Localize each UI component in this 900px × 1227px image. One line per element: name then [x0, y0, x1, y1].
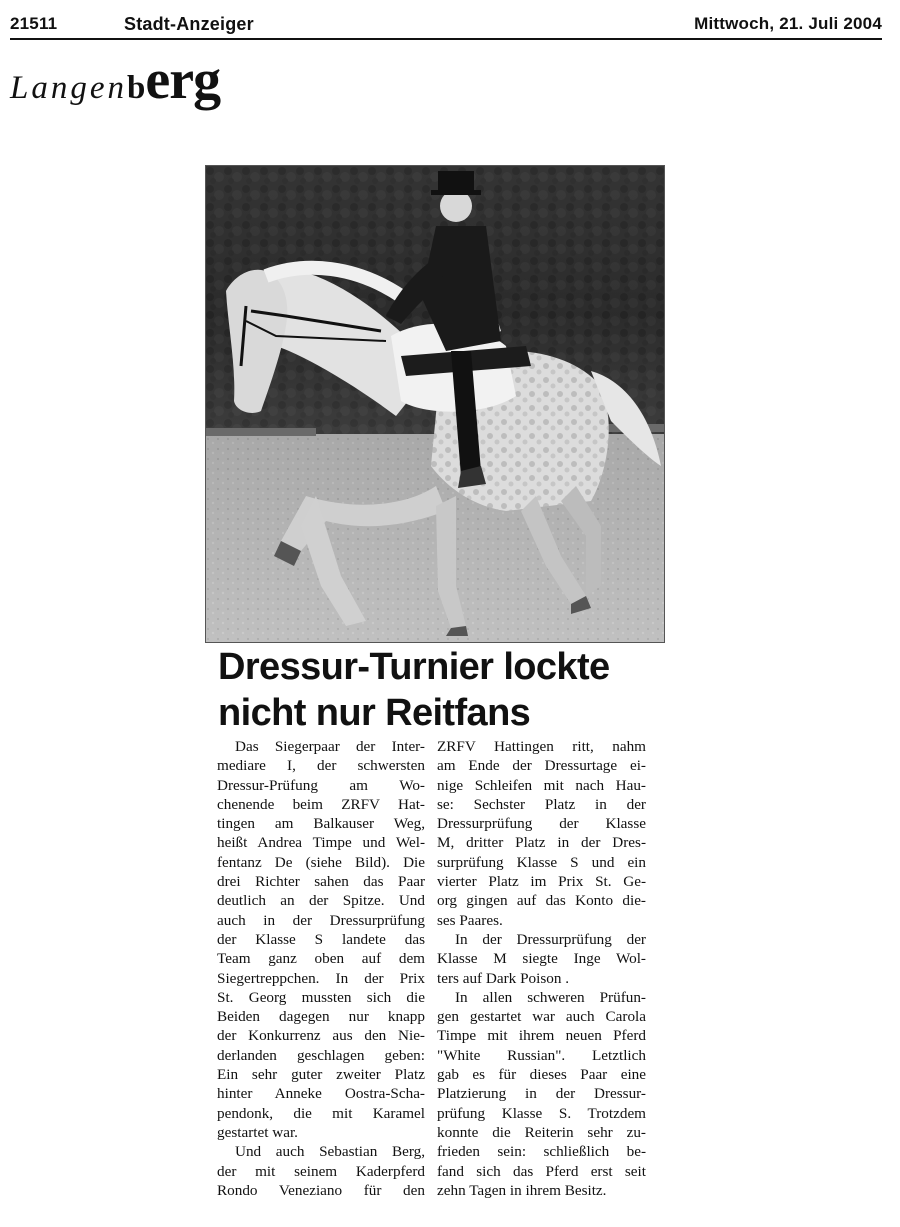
article-line: Dressurprüfung der Klasse — [437, 815, 646, 833]
article-line: mediare I, der schwersten — [217, 757, 425, 775]
article-line: Timpe mit ihrem neuen Pferd — [437, 1027, 646, 1045]
newspaper-name: Stadt-Anzeiger — [124, 14, 254, 34]
article-line: am Ende der Dressurtage ei- — [437, 757, 646, 775]
article-line: Platzierung in der Dressur- — [437, 1085, 646, 1103]
article-line: gestartet war. — [217, 1123, 298, 1141]
issue-date: Mittwoch, 21. Juli 2004 — [694, 14, 882, 33]
article-headline — [218, 644, 658, 736]
headline-line-1: Dressur-Turnier lockte — [218, 646, 610, 688]
article-line: nige Schleifen mit nach Hau- — [437, 776, 646, 794]
article-line: der Konkurrenz aus den Nie- — [217, 1027, 425, 1045]
article-column-right — [437, 737, 646, 1200]
section-title-part1: Langen — [10, 70, 127, 106]
article-line: tingen am Balkauser Weg, — [217, 815, 425, 833]
article-line: M, dritter Platz in der Dres- — [437, 834, 646, 852]
article-line: hinter Anneke Oostra-Scha- — [217, 1085, 425, 1103]
section-title-part3: erg — [145, 49, 221, 111]
article-line: Das Siegerpaar der Inter- — [235, 738, 425, 755]
article-line: pendonk, die mit Karamel — [217, 1104, 425, 1122]
article-line: ses Paares. — [437, 911, 503, 929]
article-line: Beiden dagegen nur knapp — [217, 1008, 425, 1026]
article-line: frieden sein: schließlich be- — [437, 1143, 646, 1161]
article-line: derlanden geschlagen geben: — [217, 1046, 425, 1064]
article-line: St. Georg mussten sich die — [217, 988, 425, 1006]
article-line: Rondo Veneziano für den — [217, 1181, 425, 1199]
page-header — [10, 14, 882, 42]
article-line: auch in der Dressurprüfung — [217, 911, 425, 929]
article-column-left — [217, 737, 425, 1200]
article-line: gen gestartet war auch Carola — [437, 1008, 646, 1026]
article-line: zehn Tagen in ihrem Besitz. — [437, 1181, 607, 1199]
article-line: Team ganz oben auf dem — [217, 950, 425, 968]
section-title-part2: b — [127, 70, 146, 106]
article-line: Siegertreppchen. In der Prix — [217, 969, 425, 987]
article-line: fand sich das Pferd erst seit — [437, 1162, 646, 1180]
article-line: Dressur-Prüfung am Wo- — [217, 776, 425, 794]
article-line: fentanz De (siehe Bild). Die — [217, 853, 425, 871]
article-line: der Klasse S landete das — [217, 930, 425, 948]
article-line: Klasse M siegte Inge Wol- — [437, 950, 646, 968]
page-number: 21511 — [10, 14, 58, 33]
article-line: deutlich an der Spitze. Und — [217, 892, 425, 910]
article-line: surprüfung Klasse S und ein — [437, 853, 646, 871]
article-line: Und auch Sebastian Berg, — [235, 1143, 425, 1161]
article-line: heißt Andrea Timpe und Wel- — [217, 834, 425, 852]
article-line: prüfung Klasse S. Trotzdem — [437, 1104, 646, 1122]
article-line: org gingen auf das Konto die- — [437, 892, 646, 910]
article-line: ZRFV Hattingen ritt, nahm — [437, 738, 646, 755]
article-line: drei Richter sahen das Paar — [217, 873, 425, 891]
article-line: ters auf Dark Poison . — [437, 969, 570, 987]
section-title — [10, 48, 221, 111]
header-rule — [10, 38, 882, 40]
article-line: der mit seinem Kaderpferd — [217, 1162, 425, 1180]
article-line: gab es für dieses Paar eine — [437, 1066, 646, 1084]
headline-line-2: nicht nur Reitfans — [218, 692, 531, 734]
article-line: se: Sechster Platz in der — [437, 795, 646, 813]
article-line: konnte die Reiterin sehr zu- — [437, 1123, 646, 1141]
dressage-photo — [205, 165, 665, 643]
article-line: vierter Platz im Prix St. Ge- — [437, 873, 646, 891]
article-line: Ein sehr guter zweiter Platz — [217, 1066, 425, 1084]
article-line: "White Russian". Letztlich — [437, 1046, 646, 1064]
article-line: chenende beim ZRFV Hat- — [217, 795, 425, 813]
article-line: In der Dressurprüfung der — [455, 930, 646, 948]
article-line: In allen schweren Prüfun- — [455, 988, 646, 1006]
